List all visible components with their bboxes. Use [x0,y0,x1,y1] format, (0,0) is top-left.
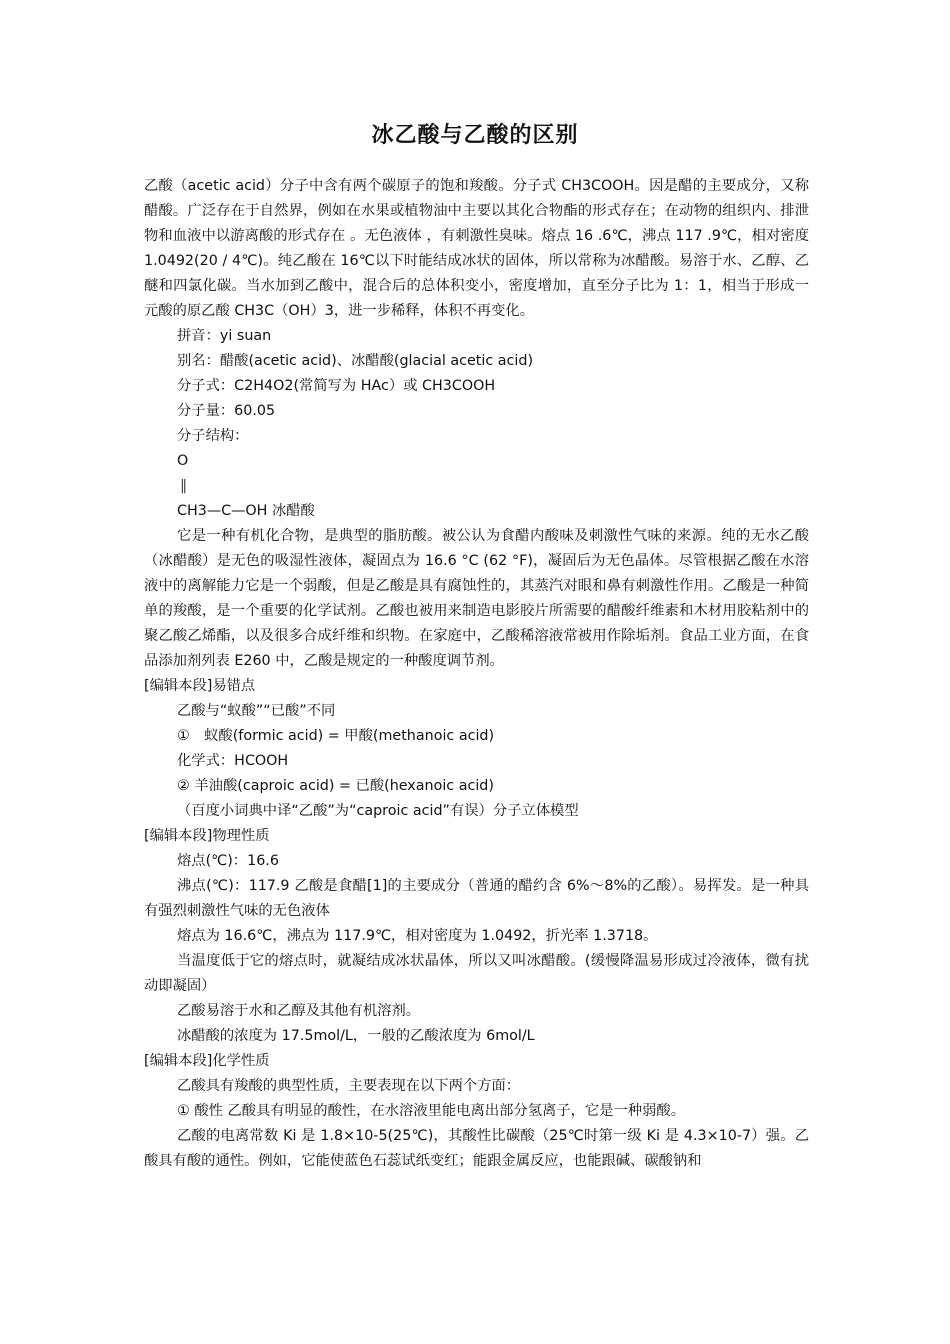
molar-mass-line: 分子量：60.05 [177,403,276,419]
errors-line-2: ① 蚁酸(formic acid) = 甲酸(methanoic acid) [177,728,495,744]
physical-paragraph-4: 当温度低于它的熔点时，就凝结成冰状晶体，所以又叫冰醋酸。(缓慢降温易形成过冷液体，微有扰动即凝固） [144,953,809,994]
document-title: 冰乙酸与乙酸的区别 [371,123,579,148]
pinyin-line: 拼音：yi suan [177,328,272,344]
document-body [144,174,809,1174]
physical-paragraph-2: 沸点(℃)：117.9 乙酸是食醋[1]的主要成分（普通的醋约含 6%～8%的乙酸）。易挥发。是一种具有强烈刺激性气味的无色液体 [144,878,809,919]
section-heading-chemical: [编辑本段]化学性质 [144,1053,270,1069]
structure-label: 分子结构： [177,428,249,444]
physical-paragraph-6: 冰醋酸的浓度为 17.5mol/L，一般的乙酸浓度为 6mol/L [177,1028,535,1044]
chemical-paragraph-2: ① 酸性 乙酸具有明显的酸性，在水溶液里能电离出部分氢离子，它是一种弱酸。 [177,1103,685,1119]
intro-paragraph: 乙酸（acetic acid）分子中含有两个碳原子的饱和羧酸。分子式 CH3COOH。因是醋的主要成分，又称醋酸。广泛存在于自然界，例如在水果或植物油中主要以其化合物酯的形式存在；在动物的组织内、排泄物和血液中以游离酸的形式存在 。无色液体 ，有刺激性臭味。熔点 16 .6℃，沸点 117 .9℃，相对密度 1.0492(20 / 4℃)。纯乙酸在 16℃以下时能结成冰状的固体，所以常称为冰醋酸。易溶于水、乙醇、乙醚和四氯化碳。当水加到乙酸中，混合后的总体积变小，密度增加，直至分子比为 1：1，相当于形成一元酸的原乙酸 CH3C（OH）3，进一步稀释，体积不再变化。 [144,178,809,319]
formula-line: 分子式：C2H4O2(常简写为 HAc）或 CH3COOH [177,378,496,394]
errors-line-3: 化学式：HCOOH [177,753,289,769]
chemical-paragraph-1: 乙酸具有羧酸的典型性质，主要表现在以下两个方面： [177,1078,521,1094]
errors-line-1: 乙酸与“蚁酸”“已酸”不同 [177,703,336,719]
section-heading-errors: [编辑本段]易错点 [144,678,256,694]
physical-line-1: 熔点(℃)：16.6 [177,853,279,869]
errors-line-4: ② 羊油酸(caproic acid) = 已酸(hexanoic acid) [177,778,494,794]
description-paragraph: 它是一种有机化合物，是典型的脂肪酸。被公认为食醋内酸味及刺激性气味的来源。纯的无水乙酸（冰醋酸）是无色的吸湿性液体，凝固点为 16.6 °C (62 °F)，凝固后为无色晶体。尽管根据乙酸在水溶液中的离解能力它是一个弱酸，但是乙酸是具有腐蚀性的，其蒸汽对眼和鼻有刺激性作用。乙酸是一种简单的羧酸，是一个重要的化学试剂。乙酸也被用来制造电影胶片所需要的醋酸纤维素和木材用胶粘剂中的聚乙酸乙烯酯，以及很多合成纤维和织物。在家庭中，乙酸稀溶液常被用作除垢剂。食品工业方面，在食品添加剂列表 E260 中，乙酸是规定的一种酸度调节剂。 [144,528,809,669]
physical-paragraph-5: 乙酸易溶于水和乙醇及其他有机溶剂。 [177,1003,421,1019]
structure-chain: CH3—C—OH 冰醋酸 [177,503,315,519]
chemical-paragraph-3: 乙酸的电离常数 Ki 是 1.8×10-5(25℃)，其酸性比碳酸（25℃时第一级 Ki 是 4.3×10-7）强。乙酸具有酸的通性。例如，它能使蓝色石蕊试纸变红；能跟金属反应，也能跟碱、碳酸钠和 [144,1128,809,1169]
structure-oxygen: O [177,453,189,469]
section-heading-physical: [编辑本段]物理性质 [144,828,270,844]
alias-line: 别名：醋酸(acetic acid)、冰醋酸(glacial acetic acid) [177,353,534,369]
physical-paragraph-3: 熔点为 16.6℃，沸点为 117.9℃，相对密度为 1.0492，折光率 1.3718。 [177,928,658,944]
structure-double-bond: ‖ [180,478,188,494]
errors-line-5: （百度小词典中译“乙酸”为“caproic acid”有误）分子立体模型 [177,803,579,819]
